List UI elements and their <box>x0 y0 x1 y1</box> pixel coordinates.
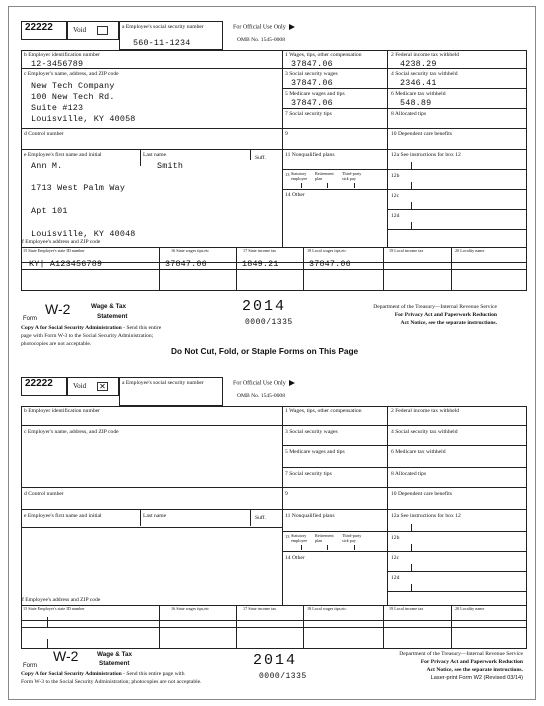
box20-label: 20 Locality name <box>455 248 485 253</box>
rule <box>327 545 328 550</box>
box12a-label: 12a See instructions for box 12 <box>391 152 461 158</box>
box15-label: 15 State Employer's state ID number <box>23 248 85 253</box>
rule <box>282 189 387 190</box>
form-code: 0000/1335 <box>245 318 293 327</box>
rule <box>301 183 302 188</box>
employer-label: c Employer's name, address, and ZIP code <box>24 429 119 435</box>
arrow-right-icon <box>289 380 295 386</box>
employee-addr-line-2: Apt 101 <box>31 206 68 216</box>
omb-number: OMB No. 1545-0008 <box>237 393 286 399</box>
copy-a-bold: Copy A for Social Security Administration <box>21 671 122 677</box>
rule <box>411 222 412 229</box>
rule <box>327 183 328 188</box>
box8-label: 8 Allocated tips <box>391 471 427 477</box>
rule <box>47 639 48 649</box>
box14-label: 14 Other <box>285 192 305 198</box>
rule <box>282 509 527 510</box>
rule <box>411 162 412 169</box>
employee-addr-line-1: 1713 West Palm Way <box>31 183 126 193</box>
form-word: Form <box>23 663 37 669</box>
rule <box>387 229 527 230</box>
box3-label: 3 Social security wages <box>285 71 338 77</box>
box13-retirement: Retirement plan <box>315 171 334 181</box>
do-not-cut-notice: Do Not Cut, Fold, or Staple Forms on This Page <box>171 346 359 356</box>
box6-value: 548.89 <box>400 98 432 108</box>
rule <box>282 551 387 552</box>
privacy-line-2: Act Notice, see the separate instructions. <box>400 320 497 326</box>
copy-a-line-3: photocopies are not acceptable. <box>21 341 92 347</box>
rule <box>387 551 527 552</box>
box12b-label: 12b <box>391 535 400 541</box>
wage-title-line1: Wage & Tax <box>91 303 126 310</box>
form-name: W-2 <box>53 648 79 664</box>
rule <box>282 425 527 426</box>
employer-line-3: Suite #123 <box>31 103 84 113</box>
void-checkbox[interactable] <box>97 26 108 35</box>
rule <box>387 209 527 210</box>
box2-value: 4238.29 <box>400 59 437 69</box>
laser-print-note: Laser-print Form W2 (Revised 03/14) <box>430 675 523 681</box>
w2-form-top <box>9 7 537 347</box>
privacy-line-1: For Privacy Act and Paperwork Reduction <box>394 312 497 318</box>
suff-label: Suff. <box>255 515 266 521</box>
box16-label: 16 State wages tips,etc <box>171 606 210 611</box>
dept-line: Department of the Treasury—Internal Revenue Service <box>399 651 523 657</box>
box13-num: 13 <box>285 534 290 539</box>
arrow-right-icon <box>289 24 295 30</box>
rule <box>387 169 527 170</box>
box13-thirdparty: Third-party sick pay <box>342 171 362 181</box>
rule <box>282 169 387 170</box>
employee-address-label: f Employee's address and ZIP code <box>22 239 101 245</box>
box10-label: 10 Dependent care benefits <box>391 491 453 497</box>
rule <box>21 509 282 510</box>
control-code: 22222 <box>25 22 53 33</box>
copy-a-bold: Copy A for Social Security Administration <box>21 325 122 331</box>
box7-label: 7 Social security tips <box>285 111 332 117</box>
rule <box>387 189 527 190</box>
box1-value: 37847.06 <box>291 59 333 69</box>
box9-label: 9 <box>285 491 288 497</box>
box13-statutory: Statutory employee <box>291 533 308 543</box>
rule <box>387 531 527 532</box>
copy-a-line-1 <box>21 671 185 678</box>
employee-address-label: f Employee's address and ZIP code <box>22 597 101 603</box>
copy-a-rest: - Send this entire <box>121 325 162 331</box>
box12b-label: 12b <box>391 173 400 179</box>
rule <box>21 527 282 528</box>
rule <box>411 182 412 189</box>
w2-form-bottom <box>9 361 537 701</box>
rule <box>411 202 412 209</box>
rule <box>21 425 282 426</box>
employee-addr-line-3: Louisville, KY 40048 <box>31 229 136 239</box>
control-code: 22222 <box>25 378 53 389</box>
first-name-label: e Employee's first name and initial <box>24 152 102 158</box>
official-use-label: For Official Use Only <box>233 24 295 30</box>
box17-value: 1849.21 <box>242 259 279 269</box>
copy-a-line-2: Form W-3 to the Social Security Administration; photocopies are not acceptable. <box>21 679 202 685</box>
rule <box>301 545 302 550</box>
rule <box>140 509 141 526</box>
box11-label: 11 Nonqualified plans <box>285 513 335 519</box>
ein-label: b Employer identification number <box>24 408 100 414</box>
box4-value: 2346.41 <box>400 78 437 88</box>
rule <box>387 406 388 605</box>
box14-label: 14 Other <box>285 555 305 561</box>
box1-label: 1 Wages, tips, other compensation <box>285 52 362 58</box>
official-use-label: For Official Use Only <box>233 380 295 386</box>
box19-label: 19 Local income tax <box>389 606 424 611</box>
employer-line-1: New Tech Company <box>31 81 115 91</box>
control-number-label: d Control number <box>24 131 64 137</box>
box6-label: 6 Medicare tax withheld <box>391 449 446 455</box>
rule <box>250 149 251 160</box>
tax-year: 2014 <box>253 652 298 669</box>
rule <box>21 128 282 129</box>
box6-label: 6 Medicare tax withheld <box>391 91 446 97</box>
box20-label: 20 Locality name <box>455 606 485 611</box>
rule <box>354 545 355 550</box>
rule <box>387 571 527 572</box>
rule <box>47 617 48 627</box>
box13-retirement: Retirement plan <box>315 533 334 543</box>
omb-number: OMB No. 1545-0008 <box>237 37 286 43</box>
box15-value: KY| A123456789 <box>29 259 103 269</box>
rule <box>282 467 527 468</box>
box17-label: 17 State income tax <box>243 606 277 611</box>
last-name-label: Last name <box>143 152 167 158</box>
box1-label: 1 Wages, tips, other compensation <box>285 408 362 414</box>
box11-label: 11 Nonqualified plans <box>285 152 335 158</box>
rule <box>282 88 527 89</box>
box5-label: 5 Medicare wages and tips <box>285 449 345 455</box>
copy-a-line-2: page with Form W-3 to the Social Security Administration; <box>21 333 154 339</box>
rule <box>411 524 412 531</box>
box2-label: 2 Federal income tax withheld <box>391 408 460 414</box>
box4-label: 4 Social security tax withheld <box>391 71 458 77</box>
rule <box>387 591 527 592</box>
first-name-label: e Employee's first name and initial <box>24 513 102 519</box>
copy-a-line-1 <box>21 325 161 332</box>
ssn-label: a Employee's social security number <box>122 24 204 30</box>
employer-label: c Employer's name, address, and ZIP code <box>24 71 119 77</box>
last-name-value: Smith <box>157 161 184 171</box>
rule <box>21 627 527 628</box>
rule <box>21 149 282 150</box>
employer-line-2: 100 New Tech Rd. <box>31 92 115 102</box>
dept-line: Department of the Treasury—Internal Revenue Service <box>373 304 497 310</box>
box7-label: 7 Social security tips <box>285 471 332 477</box>
box16-value: 37847.06 <box>165 259 207 269</box>
rule <box>282 487 527 488</box>
rule <box>282 445 527 446</box>
box3-label: 3 Social security wages <box>285 429 338 435</box>
box12a-label: 12a See instructions for box 12 <box>391 513 461 519</box>
box9-label: 9 <box>285 131 288 137</box>
void-label: Void <box>73 26 87 34</box>
wage-title-line2: Statement <box>99 660 130 667</box>
rule <box>282 149 527 150</box>
box13-num: 13 <box>285 172 290 177</box>
rule <box>411 544 412 551</box>
box3-value: 37847.06 <box>291 78 333 88</box>
rule <box>21 487 282 488</box>
box4-label: 4 Social security tax withheld <box>391 429 458 435</box>
ssn-value: 560-11-1234 <box>133 38 191 48</box>
rule <box>250 509 251 526</box>
box18-value: 37847.06 <box>309 259 351 269</box>
copy-a-rest: - Send this entire page with <box>121 671 185 677</box>
box13-statutory: Statutory employee <box>291 171 308 181</box>
rule <box>21 269 527 270</box>
box12d-label: 12d <box>391 575 400 581</box>
box12c-label: 12c <box>391 193 400 199</box>
form-code: 0000/1335 <box>259 672 307 681</box>
box16-label: 16 State wages tips,etc <box>171 248 210 253</box>
first-name-value: Ann M. <box>31 161 63 171</box>
tax-year: 2014 <box>242 298 287 315</box>
box18-label: 18 Local wages tips,etc <box>307 606 347 611</box>
void-label: Void <box>73 382 87 390</box>
void-checkbox[interactable]: ✕ <box>97 382 108 391</box>
box13-thirdparty: Third-party sick pay <box>342 533 362 543</box>
rule <box>411 584 412 591</box>
employer-line-4: Louisville, KY 40058 <box>31 114 136 124</box>
box5-label: 5 Medicare wages and tips <box>285 91 345 97</box>
ein-value: 12-3456789 <box>31 59 84 69</box>
box10-label: 10 Dependent care benefits <box>391 131 453 137</box>
rule <box>140 149 141 166</box>
box17-label: 17 State income tax <box>243 248 277 253</box>
box12d-label: 12d <box>391 213 400 219</box>
rule <box>282 128 527 129</box>
privacy-line-1: For Privacy Act and Paperwork Reduction <box>420 659 523 665</box>
box15-label: 15 State Employer's state ID number <box>23 606 85 611</box>
box19-label: 19 Local income tax <box>389 248 424 253</box>
box2-label: 2 Federal income tax withheld <box>391 52 460 58</box>
last-name-label: Last name <box>143 513 167 519</box>
rule <box>354 183 355 188</box>
box18-label: 18 Local wages tips,etc <box>307 248 347 253</box>
control-number-label: d Control number <box>24 491 64 497</box>
box8-label: 8 Allocated tips <box>391 111 427 117</box>
privacy-line-2: Act Notice, see the separate instructions. <box>426 667 523 673</box>
suff-label: Suff. <box>255 155 266 161</box>
ein-label: b Employer identification number <box>24 52 100 58</box>
rule <box>282 531 387 532</box>
wage-title-line2: Statement <box>97 313 128 320</box>
ssn-label: a Employee's social security number <box>122 380 204 386</box>
w2-page <box>8 6 536 700</box>
rule <box>411 564 412 571</box>
form-name: W-2 <box>45 301 71 317</box>
box5-value: 37847.06 <box>291 98 333 108</box>
wage-title-line1: Wage & Tax <box>97 651 132 658</box>
rule <box>282 108 527 109</box>
box12c-label: 12c <box>391 555 400 561</box>
form-word: Form <box>23 316 37 322</box>
rule <box>282 406 283 605</box>
